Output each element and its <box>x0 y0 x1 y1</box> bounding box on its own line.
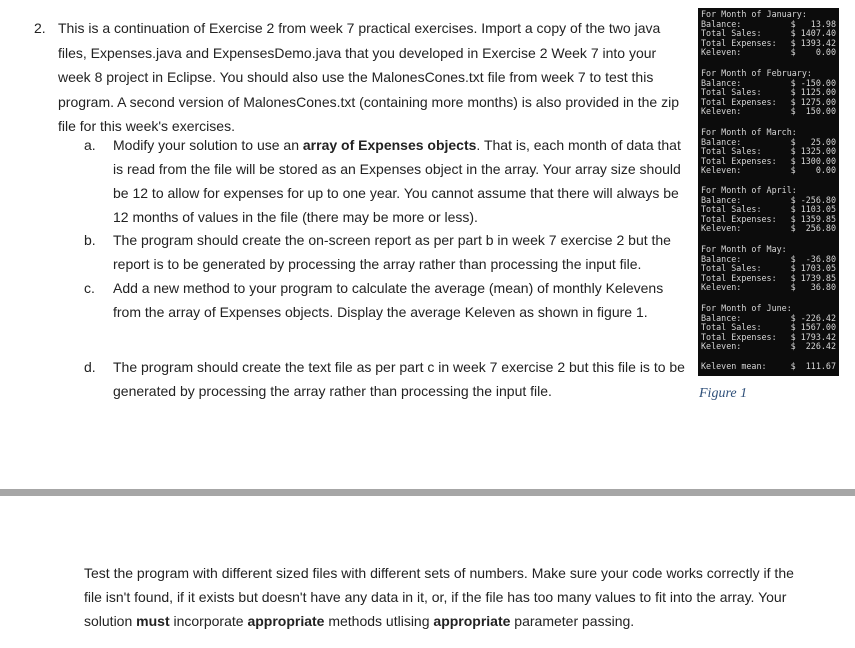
keleven-value: $ 0.00 <box>790 165 836 176</box>
keleven-value: $ 226.42 <box>790 341 836 352</box>
month-block-january: For Month of January: Balance: $ 13.98 Total Sales: $ 1407.40 Total Expenses: $ 1393.42 Keleven: $ 0.00 <box>701 9 836 58</box>
part-letter: c. <box>84 280 95 296</box>
part-a-text: Modify your solution to use an array of Expenses objects. That is, each month of data that is read from the file will be stored as an Expenses object in the array. Your array size should be 12 to allow for expenses for up to one year. You cannot assume that there will always be 12 months of values in the file (there may be more or less). <box>113 137 681 225</box>
month-block-february: For Month of February: Balance: $ -150.00 Total Sales: $ 1125.00 Total Expenses: $ 1275.00 Keleven: $ 150.00 <box>701 68 836 117</box>
keleven-mean-label: Keleven mean: <box>701 361 767 371</box>
expenses-value: $ 1359.85 <box>790 213 836 224</box>
sales-value: $ 1325.00 <box>790 146 836 157</box>
expenses-value: $ 1275.00 <box>790 96 836 107</box>
month-header: For Month of February: <box>701 68 812 78</box>
sales-value: $ 1567.00 <box>790 322 836 333</box>
expenses-value: $ 1300.00 <box>790 155 836 166</box>
sales-value: $ 1125.00 <box>790 87 836 98</box>
month-block-april: For Month of April: Balance: $ -256.80 Total Sales: $ 1103.05 Total Expenses: $ 1359.85 Keleven: $ 256.80 <box>701 185 836 234</box>
balance-value: $ 13.98 <box>790 18 836 29</box>
month-block-march: For Month of March: Balance: $ 25.00 Total Sales: $ 1325.00 Total Expenses: $ 1300.00 Keleven: $ 0.00 <box>701 127 836 176</box>
balance-value: $ -150.00 <box>790 77 836 88</box>
part-b-text: The program should create the on-screen report as per part b in week 7 exercise 2 but the report is to be generated by processing the array rather than processing the input file. <box>113 232 671 272</box>
question-intro: This is a continuation of Exercise 2 from week 7 practical exercises. Import a copy of the two java files, Expenses.java and ExpensesDemo.java that you developed in Exercise 2 Week 7 into your week 8 project in Eclipse. You should also use the MalonesCones.txt file from week 7 to test this program. A second version of MalonesCones.txt (containing more months) is also provided in the zip file for this week's exercises. <box>58 20 679 135</box>
month-header: For Month of January: <box>701 9 807 19</box>
console-output-figure <box>698 8 839 376</box>
testing-instructions: Test the program with different sized files with different sets of numbers. Make sure your code works correctly if the file isn't found, if it exists but doesn't have any data in it, or, if the file has too many values to fit into the array. Your solution must incorporate appropriate methods utlising appropriate parameter passing. <box>84 565 794 629</box>
month-header: For Month of June: <box>701 303 792 313</box>
part-letter: d. <box>84 359 96 375</box>
expenses-value: $ 1793.42 <box>790 331 836 342</box>
keleven-value: $ 0.00 <box>790 47 836 58</box>
part-letter: b. <box>84 232 96 248</box>
sales-value: $ 1703.05 <box>790 263 836 274</box>
month-header: For Month of March: <box>701 127 797 137</box>
emphasis: array of Expenses objects <box>302 137 477 153</box>
balance-value: $ -226.42 <box>790 312 836 323</box>
question-number: 2. <box>34 20 46 36</box>
part-letter: a. <box>84 137 96 153</box>
expenses-value: $ 1393.42 <box>790 37 836 48</box>
page-divider <box>0 489 855 496</box>
part-c-text: Add a new method to your program to calculate the average (mean) of monthly Kelevens from the array of Expenses objects. Display the average Keleven as shown in figure 1. <box>113 280 664 320</box>
balance-value: $ 25.00 <box>790 136 836 147</box>
keleven-mean-value: $ 111.67 <box>790 361 836 371</box>
month-header: For Month of May: <box>701 244 787 254</box>
sales-value: $ 1103.05 <box>790 204 836 215</box>
expenses-value: $ 1739.85 <box>790 272 836 283</box>
balance-value: $ -256.80 <box>790 194 836 205</box>
keleven-value: $ 36.80 <box>790 282 836 293</box>
keleven-value: $ 150.00 <box>790 106 836 117</box>
balance-value: $ -36.80 <box>790 253 836 264</box>
part-d-text: The program should create the text file as per part c in week 7 exercise 2 but this file is to be generated by processing the array rather than processing the input file. <box>113 359 685 399</box>
month-header: For Month of April: <box>701 185 797 195</box>
month-block-may: For Month of May: Balance: $ -36.80 Total Sales: $ 1703.05 Total Expenses: $ 1739.85 Keleven: $ 36.80 <box>701 244 836 293</box>
figure-caption: Figure 1 <box>699 386 748 401</box>
keleven-value: $ 256.80 <box>790 223 836 234</box>
keleven-mean-row <box>701 362 836 372</box>
month-block-june: For Month of June: Balance: $ -226.42 Total Sales: $ 1567.00 Total Expenses: $ 1793.42 Keleven: $ 226.42 <box>701 303 836 352</box>
sales-value: $ 1407.40 <box>790 28 836 39</box>
